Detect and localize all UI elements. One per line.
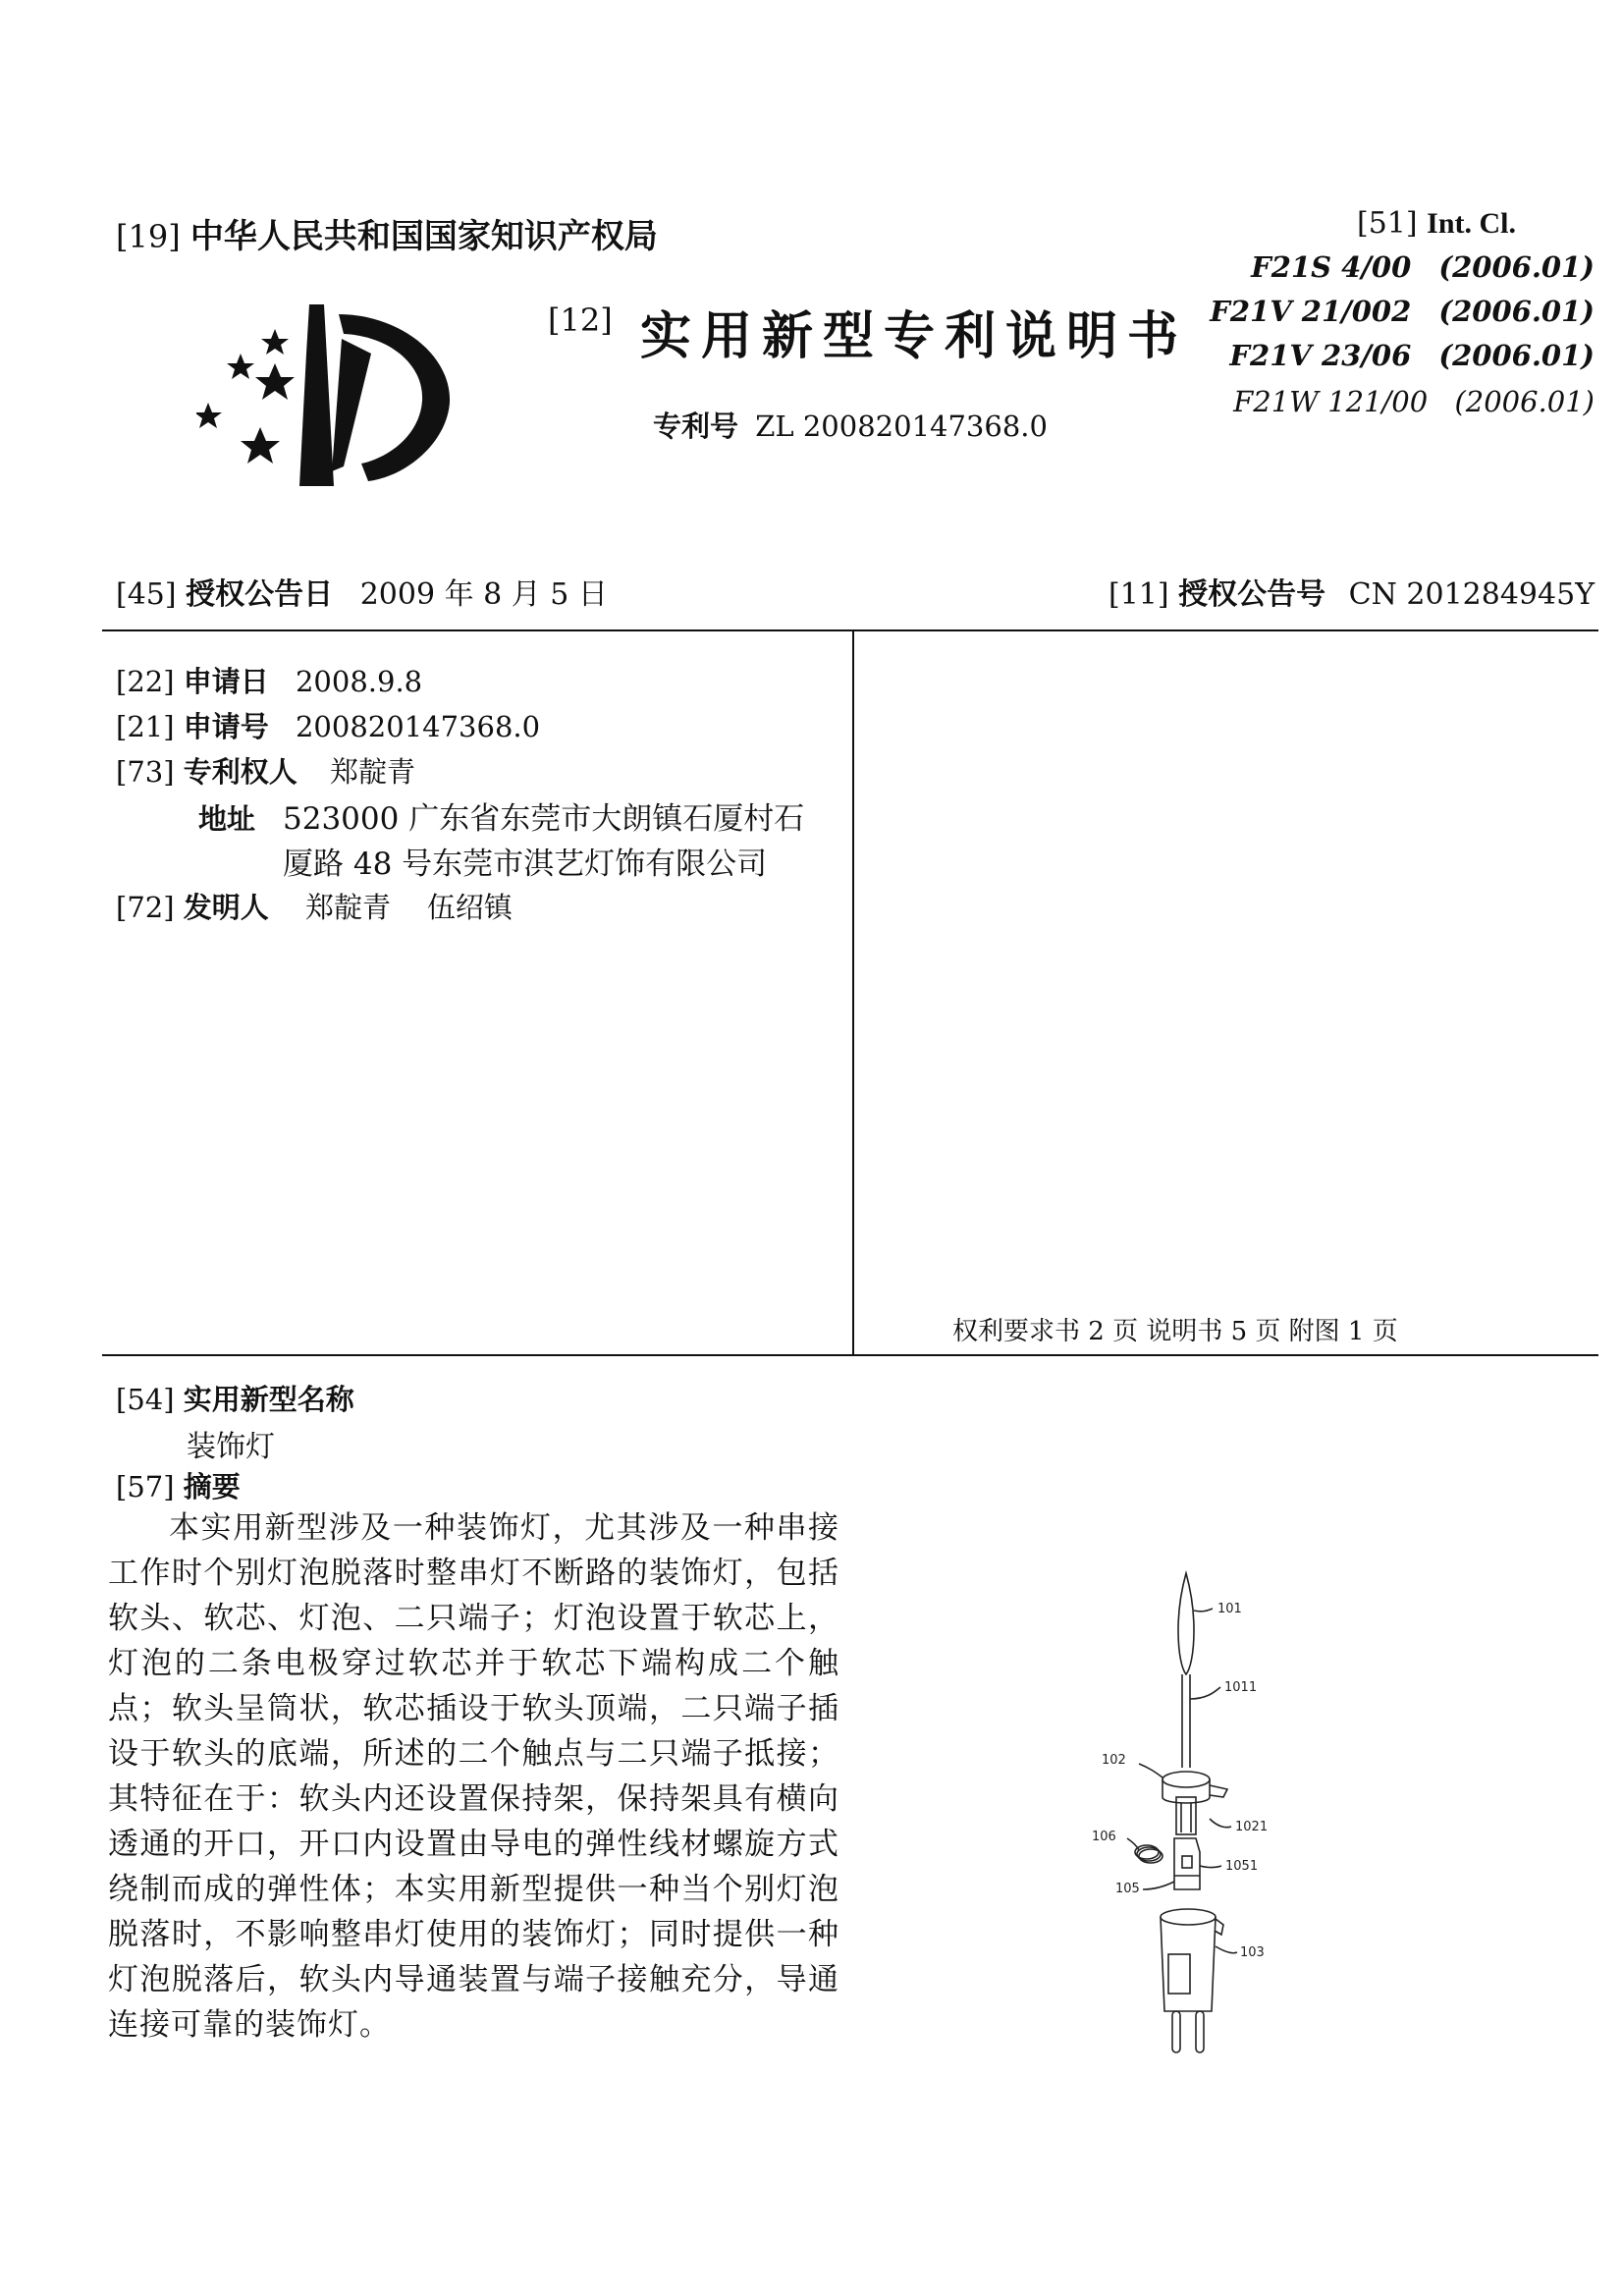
patent-number-label: 专利号 — [653, 410, 739, 443]
pub-date-code: [45] — [116, 577, 177, 612]
lamp-exploded-figure — [1080, 1561, 1296, 2062]
filing-date: 2008.9.8 — [295, 665, 423, 698]
filing-date-row — [116, 660, 422, 700]
patent-number-line — [653, 405, 1048, 445]
patent-number: ZL 200820147368.0 — [755, 410, 1048, 443]
doc-type-code: [12] — [548, 301, 613, 339]
app-number-label: 申请号 — [183, 710, 269, 743]
inventor-code: [72] — [116, 891, 175, 924]
pub-number-label: 授权公告号 — [1178, 577, 1326, 612]
pub-date-line — [116, 570, 608, 613]
owner-name: 郑靛青 — [329, 755, 415, 789]
figure-label: 101 — [1217, 1602, 1242, 1616]
owner-label: 专利权人 — [183, 755, 297, 789]
app-number-row — [116, 705, 540, 745]
top-rule — [102, 629, 1598, 631]
owner-row — [116, 750, 415, 791]
cnipa-logo — [196, 295, 461, 491]
address-line: 523000 广东省东莞市大朗镇石厦村石 — [283, 801, 805, 837]
figure-label: 105 — [1115, 1882, 1140, 1896]
class-row — [1210, 295, 1595, 328]
address-label: 地址 — [198, 802, 256, 836]
abstract-heading — [116, 1465, 241, 1505]
owner-code: [73] — [116, 755, 175, 789]
class-date: (2006.01) — [1438, 295, 1595, 328]
abstract-text: 本实用新型涉及一种装饰灯，尤其涉及一种串接工作时个别灯泡脱落时整串灯不断路的装饰灯，包括软头、软芯、灯泡、二只端子；灯泡设置于软芯上，灯泡的二条电极穿过软芯并于软芯下端构成二个触点；软头呈筒状，软芯插设于软头顶端，二只端子插设于软头的底端，所述的二个触点与二只端子抵接；其特征在于：软头内还设置保持架，保持架具有横向透通的开口，开口内设置由导电的弹性线材螺旋方式绕制而成的弹性体；本实用新型提供一种当个别灯泡脱落时，不影响整串灯使用的装饰灯；同时提供一种灯泡脱落后，软头内导通装置与端子接触充分，导通连接可靠的装饰灯。 — [108, 1510, 839, 2043]
office-code: [19] — [116, 218, 181, 255]
filing-date-code: [22] — [116, 665, 175, 698]
pub-number-line — [1108, 570, 1595, 613]
inventor-label: 发明人 — [183, 891, 269, 924]
intcl-label: Int. Cl. — [1427, 207, 1516, 240]
title-label: 实用新型名称 — [183, 1383, 354, 1416]
class-code: F21S 4/00 — [1251, 250, 1412, 284]
app-number-code: [21] — [116, 710, 175, 743]
filing-date-label: 申请日 — [183, 665, 269, 698]
office-line — [116, 209, 658, 257]
class-code: F21W 121/00 — [1233, 385, 1429, 418]
abstract-code: [57] — [116, 1470, 175, 1503]
app-number: 200820147368.0 — [295, 710, 541, 743]
class-row — [1251, 250, 1595, 284]
figure-label: 106 — [1092, 1830, 1116, 1844]
figure-label: 1051 — [1225, 1859, 1259, 1874]
utility-model-title: 装饰灯 — [187, 1430, 275, 1464]
class-date: (2006.01) — [1438, 339, 1595, 372]
doc-type-title: 实用新型专利说明书 — [640, 307, 1189, 366]
pub-date-value: 2009 年 8 月 5 日 — [359, 577, 608, 612]
page-counts: 权利要求书 2 页 说明书 5 页 附图 1 页 — [952, 1317, 1398, 1346]
abstract-label: 摘要 — [183, 1470, 241, 1503]
figure-label: 102 — [1102, 1753, 1126, 1768]
figure-label: 1011 — [1224, 1680, 1258, 1695]
pub-number-code: [11] — [1108, 577, 1169, 612]
class-date: (2006.01) — [1438, 250, 1595, 284]
intcl-code: [51] — [1357, 206, 1418, 241]
title-heading — [116, 1378, 354, 1418]
class-row — [1233, 385, 1595, 418]
figure-label: 103 — [1240, 1945, 1265, 1960]
pub-date-label: 授权公告日 — [186, 577, 334, 612]
class-date: (2006.01) — [1454, 385, 1595, 418]
office-name: 中华人民共和国国家知识产权局 — [189, 217, 658, 256]
intcl-heading — [1357, 206, 1516, 241]
column-divider — [852, 631, 854, 1356]
class-row — [1229, 339, 1595, 372]
class-code: F21V 21/002 — [1210, 295, 1412, 328]
address-line: 厦路 48 号东莞市淇艺灯饰有限公司 — [283, 847, 768, 882]
bottom-rule — [102, 1354, 1598, 1356]
pub-number-value: CN 201284945Y — [1348, 577, 1595, 612]
figure-label: 1021 — [1235, 1820, 1269, 1834]
title-code: [54] — [116, 1383, 175, 1416]
class-code: F21V 23/06 — [1229, 339, 1412, 372]
inventor-row — [116, 886, 513, 926]
inventors: 郑靛青 伍绍镇 — [304, 891, 513, 924]
